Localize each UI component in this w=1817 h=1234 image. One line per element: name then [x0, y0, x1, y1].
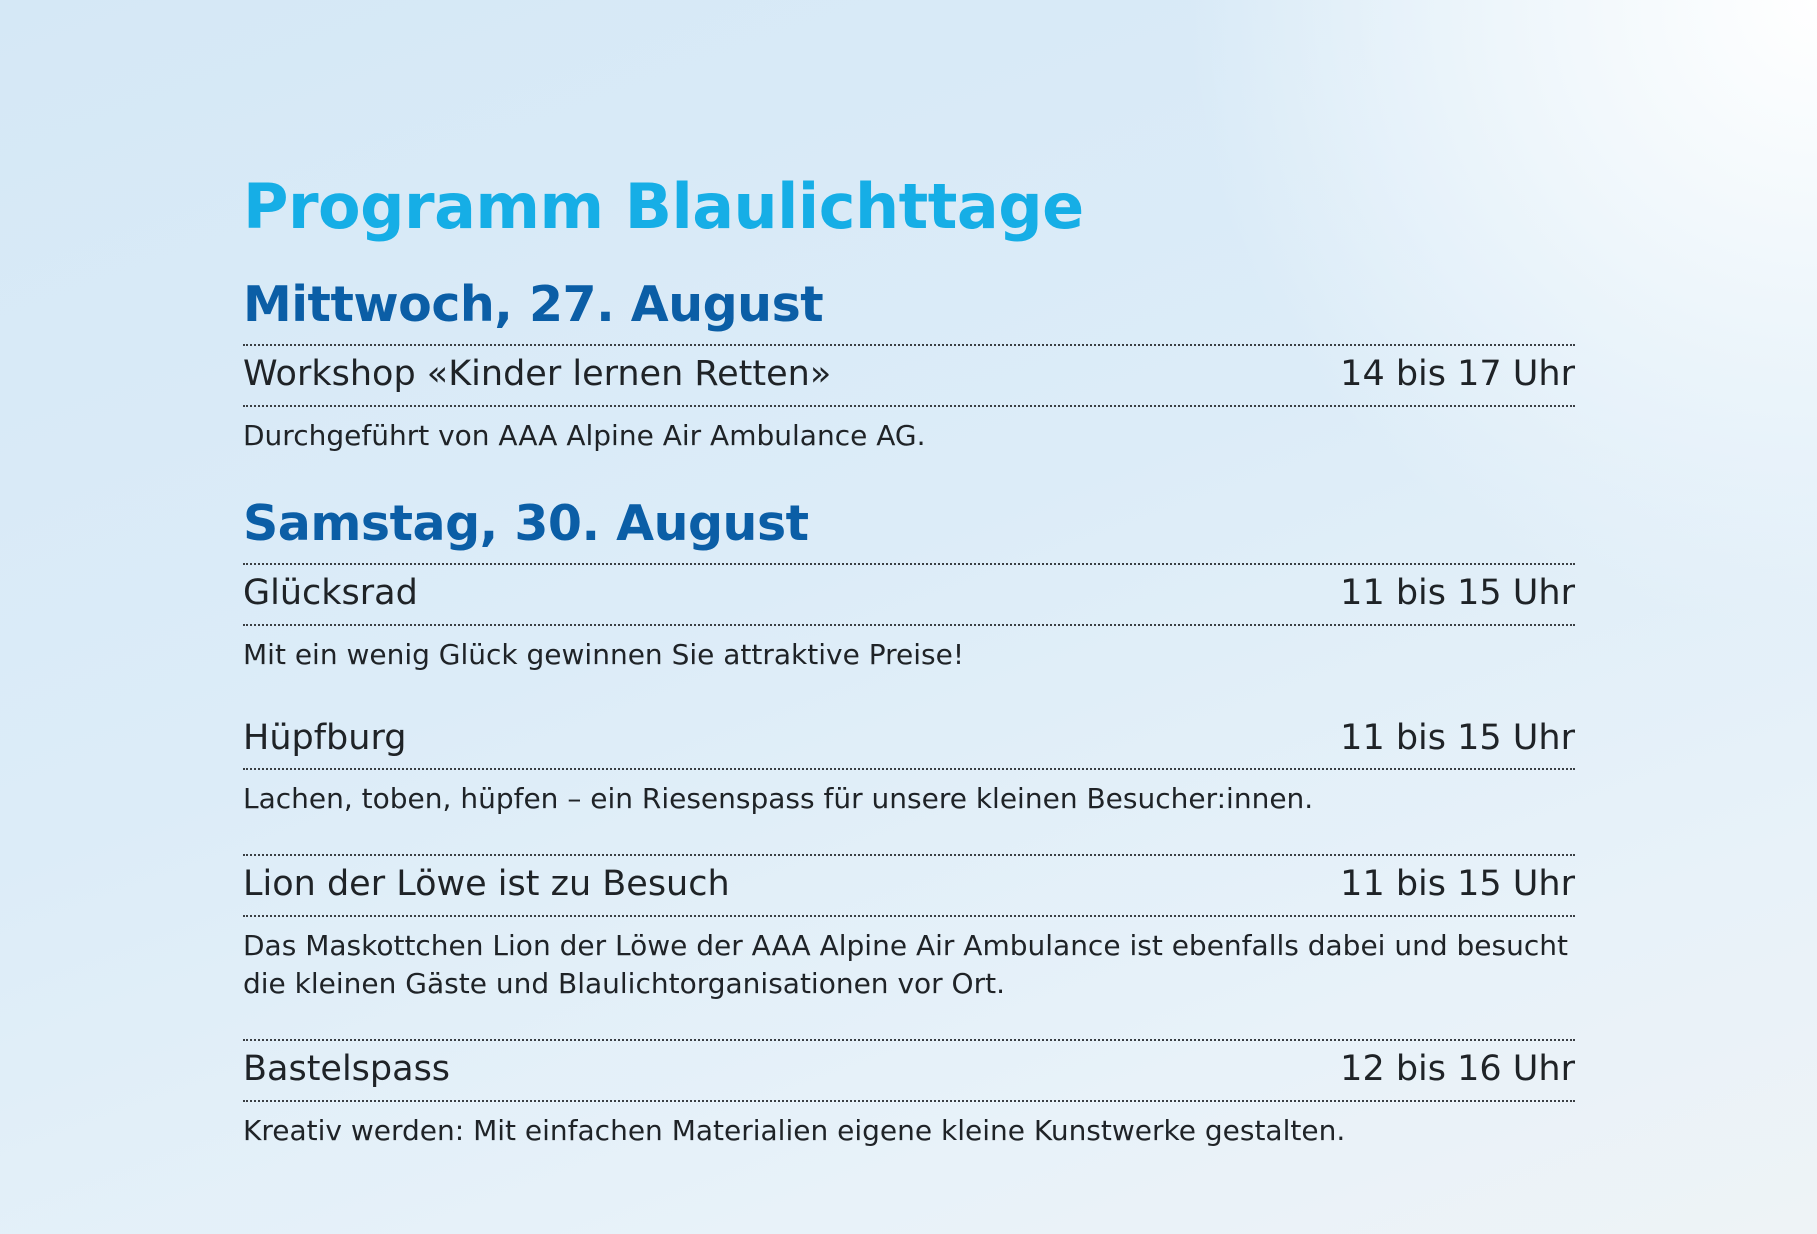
event-row — [243, 854, 1575, 917]
event-description: Das Maskottchen Lion der Löwe der AAA Alpine Air Ambulance ist ebenfalls dabei und besucht die kleinen Gäste und Blaulichtorganisationen vor Ort. — [243, 929, 1568, 1000]
event-item — [243, 854, 1575, 1003]
day-section-wednesday — [243, 276, 1575, 455]
event-name: Glücksrad — [243, 572, 418, 613]
event-name: Bastelspass — [243, 1049, 451, 1089]
event-time: 14 bis 17 Uhr — [1340, 354, 1575, 394]
event-time: 11 bis 15 Uhr — [1340, 717, 1575, 758]
event-item — [243, 710, 1575, 819]
event-item — [243, 344, 1575, 455]
event-row — [243, 1039, 1575, 1102]
event-time: 12 bis 16 Uhr — [1340, 1049, 1575, 1089]
event-time: 11 bis 15 Uhr — [1340, 864, 1575, 905]
event-description: Lachen, toben, hüpfen – ein Riesenspass für unsere kleinen Besucher:innen. — [243, 782, 1314, 816]
event-description: Mit ein wenig Glück gewinnen Sie attraktive Preise! — [243, 637, 965, 671]
event-description: Kreativ werden: Mit einfachen Materialien eigene kleine Kunstwerke gestalten. — [243, 1113, 1346, 1147]
page-title: Programm Blaulichttage — [243, 170, 1084, 243]
event-name: Lion der Löwe ist zu Besuch — [243, 864, 730, 905]
day-section-saturday — [243, 494, 1575, 1150]
program-content — [243, 170, 1575, 1194]
event-item — [243, 1039, 1575, 1150]
event-row — [243, 563, 1575, 626]
event-row — [243, 344, 1575, 407]
day-heading: Mittwoch, 27. August — [243, 276, 824, 333]
event-name: Hüpfburg — [243, 717, 407, 758]
event-description: Durchgeführt von AAA Alpine Air Ambulance AG. — [243, 418, 926, 452]
event-item — [243, 563, 1575, 674]
event-name: Workshop «Kinder lernen Retten» — [243, 354, 832, 394]
event-time: 11 bis 15 Uhr — [1340, 572, 1575, 613]
event-row — [243, 710, 1575, 771]
day-heading: Samstag, 30. August — [243, 494, 809, 552]
